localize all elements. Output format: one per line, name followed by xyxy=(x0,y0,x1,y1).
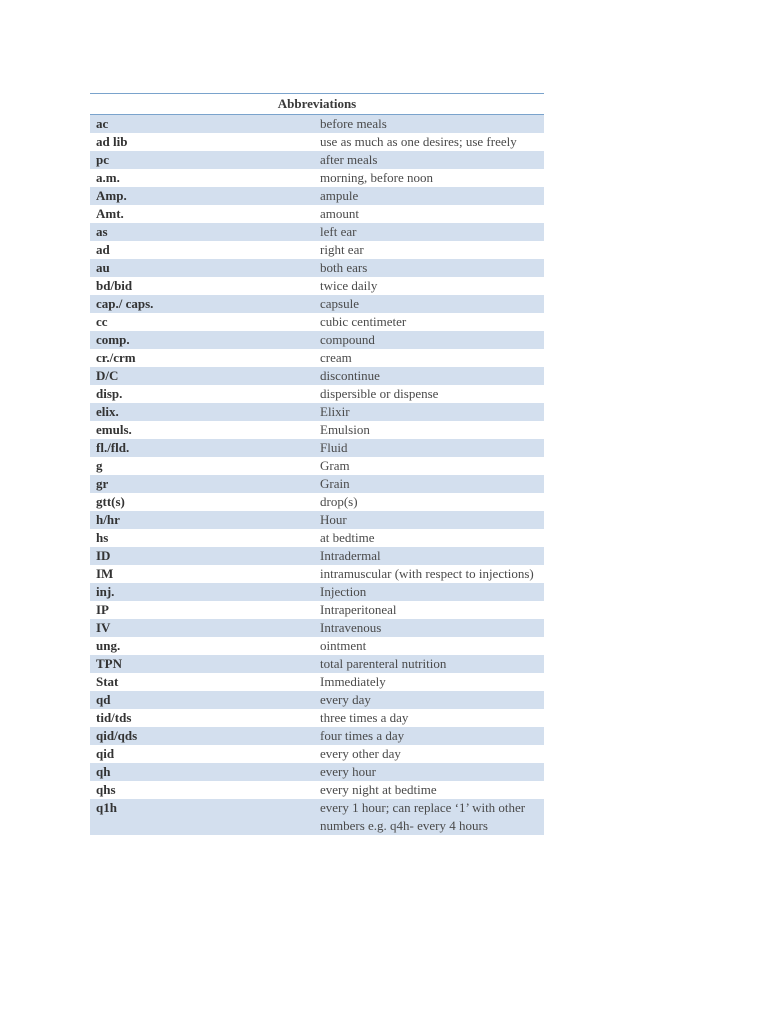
table-row xyxy=(90,691,544,709)
abbreviation-term: a.m. xyxy=(90,169,314,187)
abbreviation-term: IM xyxy=(90,565,314,583)
abbreviation-term: qh xyxy=(90,763,314,781)
table-row xyxy=(90,619,544,637)
abbreviation-meaning: right ear xyxy=(314,241,544,259)
abbreviation-meaning: left ear xyxy=(314,223,544,241)
table-row xyxy=(90,529,544,547)
table-row xyxy=(90,745,544,763)
abbreviation-term: gr xyxy=(90,475,314,493)
abbreviation-term: Amp. xyxy=(90,187,314,205)
table-row xyxy=(90,241,544,259)
abbreviation-meaning: cubic centimeter xyxy=(314,313,544,331)
abbreviation-meaning: compound xyxy=(314,331,544,349)
abbreviation-meaning: ointment xyxy=(314,637,544,655)
abbreviation-term: qhs xyxy=(90,781,314,799)
abbreviation-meaning: use as much as one desires; use freely xyxy=(314,133,544,151)
table-row xyxy=(90,457,544,475)
abbreviation-term: cc xyxy=(90,313,314,331)
abbreviation-meaning: discontinue xyxy=(314,367,544,385)
abbreviation-meaning: every other day xyxy=(314,745,544,763)
abbreviation-meaning: drop(s) xyxy=(314,493,544,511)
table-row xyxy=(90,115,544,134)
abbreviation-term: qid/qds xyxy=(90,727,314,745)
abbreviation-term: pc xyxy=(90,151,314,169)
abbreviation-term: disp. xyxy=(90,385,314,403)
abbreviation-term: inj. xyxy=(90,583,314,601)
table-row xyxy=(90,151,544,169)
abbreviation-term: IP xyxy=(90,601,314,619)
table-row xyxy=(90,475,544,493)
abbreviation-meaning: Immediately xyxy=(314,673,544,691)
abbreviation-term: elix. xyxy=(90,403,314,421)
abbreviation-term: emuls. xyxy=(90,421,314,439)
table-row xyxy=(90,583,544,601)
abbreviation-meaning: at bedtime xyxy=(314,529,544,547)
table-row xyxy=(90,511,544,529)
abbreviation-term: Stat xyxy=(90,673,314,691)
table-row xyxy=(90,313,544,331)
abbreviation-term: hs xyxy=(90,529,314,547)
table-row xyxy=(90,493,544,511)
table-row xyxy=(90,295,544,313)
abbreviation-meaning: Intradermal xyxy=(314,547,544,565)
abbreviation-meaning: Intraperitoneal xyxy=(314,601,544,619)
abbreviation-meaning: dispersible or dispense xyxy=(314,385,544,403)
table-row xyxy=(90,331,544,349)
table-row xyxy=(90,403,544,421)
abbreviation-term: ID xyxy=(90,547,314,565)
abbreviation-term: ac xyxy=(90,115,314,134)
abbreviation-term: qid xyxy=(90,745,314,763)
abbreviation-meaning: Gram xyxy=(314,457,544,475)
abbreviation-term: comp. xyxy=(90,331,314,349)
table-row xyxy=(90,727,544,745)
abbreviation-meaning: intramuscular (with respect to injections) xyxy=(314,565,544,583)
abbreviation-term: q1h xyxy=(90,799,314,835)
abbreviation-meaning: Injection xyxy=(314,583,544,601)
abbreviation-meaning: every night at bedtime xyxy=(314,781,544,799)
table-row xyxy=(90,439,544,457)
table-row xyxy=(90,187,544,205)
abbreviation-meaning: both ears xyxy=(314,259,544,277)
table-row xyxy=(90,799,544,835)
abbreviation-meaning: every 1 hour; can replace ‘1’ with other numbers e.g. q4h- every 4 hours xyxy=(314,799,544,835)
table-row xyxy=(90,655,544,673)
abbreviation-term: ad xyxy=(90,241,314,259)
table-row xyxy=(90,763,544,781)
abbreviation-term: cap./ caps. xyxy=(90,295,314,313)
abbreviation-term: h/hr xyxy=(90,511,314,529)
table-row xyxy=(90,421,544,439)
table-row xyxy=(90,259,544,277)
abbreviation-term: TPN xyxy=(90,655,314,673)
abbreviation-meaning: Emulsion xyxy=(314,421,544,439)
abbreviation-meaning: before meals xyxy=(314,115,544,134)
abbreviation-meaning: Intravenous xyxy=(314,619,544,637)
abbreviation-term: au xyxy=(90,259,314,277)
table-body xyxy=(90,115,544,836)
abbreviation-meaning: Elixir xyxy=(314,403,544,421)
abbreviation-term: IV xyxy=(90,619,314,637)
abbreviation-meaning: morning, before noon xyxy=(314,169,544,187)
abbreviation-meaning: Fluid xyxy=(314,439,544,457)
table-row xyxy=(90,367,544,385)
abbreviation-term: Amt. xyxy=(90,205,314,223)
abbreviation-term: qd xyxy=(90,691,314,709)
table-row xyxy=(90,349,544,367)
table-row xyxy=(90,277,544,295)
table-row xyxy=(90,169,544,187)
abbreviation-term: cr./crm xyxy=(90,349,314,367)
abbreviation-meaning: three times a day xyxy=(314,709,544,727)
abbreviation-term: D/C xyxy=(90,367,314,385)
abbreviation-meaning: cream xyxy=(314,349,544,367)
table-header-row xyxy=(90,94,544,115)
table-row xyxy=(90,781,544,799)
abbreviation-meaning: every day xyxy=(314,691,544,709)
abbreviation-term: ung. xyxy=(90,637,314,655)
abbreviation-meaning: ampule xyxy=(314,187,544,205)
abbreviation-meaning: twice daily xyxy=(314,277,544,295)
table-row xyxy=(90,673,544,691)
table-row xyxy=(90,223,544,241)
abbreviation-meaning: four times a day xyxy=(314,727,544,745)
abbreviations-table xyxy=(90,93,544,835)
abbreviation-meaning: Hour xyxy=(314,511,544,529)
table-row xyxy=(90,385,544,403)
table-title: Abbreviations xyxy=(90,94,544,115)
abbreviation-meaning: amount xyxy=(314,205,544,223)
table-row xyxy=(90,205,544,223)
abbreviation-term: ad lib xyxy=(90,133,314,151)
abbreviation-term: gtt(s) xyxy=(90,493,314,511)
abbreviation-meaning: total parenteral nutrition xyxy=(314,655,544,673)
table-row xyxy=(90,601,544,619)
abbreviation-meaning: capsule xyxy=(314,295,544,313)
table-row xyxy=(90,547,544,565)
abbreviation-term: tid/tds xyxy=(90,709,314,727)
abbreviation-meaning: every hour xyxy=(314,763,544,781)
abbreviation-term: g xyxy=(90,457,314,475)
abbreviation-term: bd/bid xyxy=(90,277,314,295)
table-row xyxy=(90,133,544,151)
abbreviation-meaning: after meals xyxy=(314,151,544,169)
table-row xyxy=(90,637,544,655)
abbreviation-meaning: Grain xyxy=(314,475,544,493)
abbreviation-term: as xyxy=(90,223,314,241)
abbreviation-term: fl./fld. xyxy=(90,439,314,457)
table-row xyxy=(90,709,544,727)
table-row xyxy=(90,565,544,583)
